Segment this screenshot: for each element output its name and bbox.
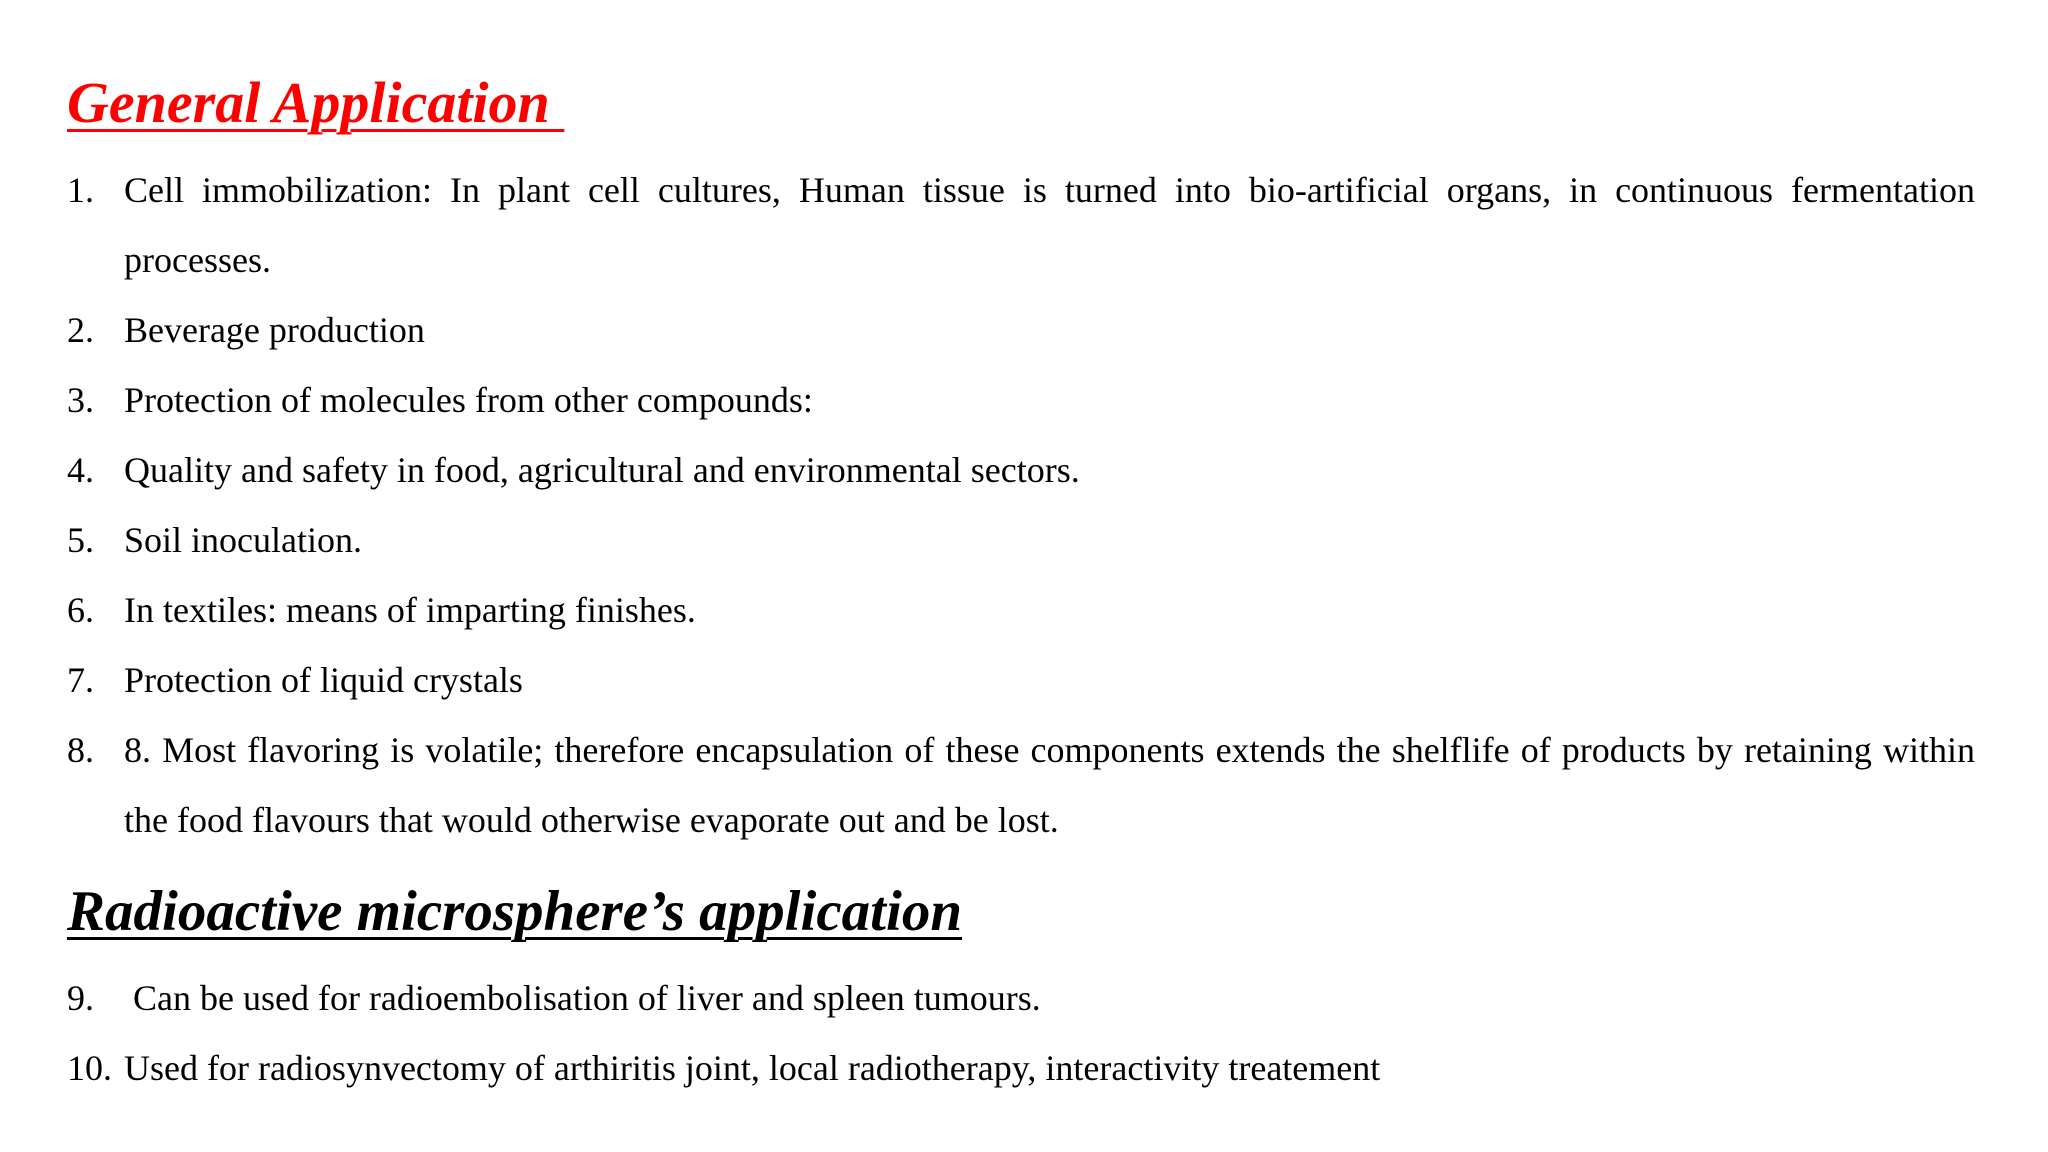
section-heading-general-application: General Application (67, 70, 565, 135)
list-item (0, 645, 1975, 715)
list-item (0, 1033, 1984, 1103)
list-item (0, 365, 1975, 435)
list-item-number: 4. (67, 450, 94, 490)
list-item (0, 155, 1975, 295)
list-item-number: 7. (67, 660, 94, 700)
list-item-number: 9. (67, 978, 94, 1018)
list-item-text: Soil inoculation. (124, 520, 362, 560)
list-item-text: Beverage production (124, 310, 425, 350)
list-item-text: Quality and safety in food, agricultural and environmental sectors. (124, 450, 1080, 490)
list-item-text: 8. Most flavoring is volatile; therefore encapsulation of these components extends the shelflife of products by retaining within the food flavours that would otherwise evaporate out and be lost. (124, 730, 1975, 840)
list-item-text: In textiles: means of imparting finishes. (124, 590, 696, 630)
list-item-number: 2. (67, 310, 94, 350)
list-item (0, 963, 1984, 1033)
list-item (0, 505, 1975, 575)
general-application-list (0, 155, 1975, 855)
list-item-text: Protection of liquid crystals (124, 660, 523, 700)
list-item-text: Cell immobilization: In plant cell cultures, Human tissue is turned into bio-artificial organs, in continuous fermentation processes. (124, 170, 1975, 280)
list-item-number: 6. (67, 590, 94, 630)
list-item-text: Can be used for radioembolisation of liver and spleen tumours. (133, 978, 1041, 1018)
list-item-number: 3. (67, 380, 94, 420)
list-item-number: 5. (67, 520, 94, 560)
radioactive-application-list (0, 963, 1984, 1103)
list-item-text: Used for radiosynvectomy of arthiritis joint, local radiotherapy, interactivity treatement (124, 1048, 1381, 1088)
list-item (0, 715, 1975, 855)
list-item (0, 575, 1975, 645)
section-heading-radioactive-microspheres: Radioactive microsphere’s application (67, 880, 963, 943)
list-item-number: 10. (67, 1048, 112, 1088)
list-item (0, 435, 1975, 505)
list-item (0, 295, 1975, 365)
list-item-text: Protection of molecules from other compounds: (124, 380, 813, 420)
list-item-number: 1. (67, 170, 94, 210)
list-item-number: 8. (67, 730, 94, 770)
